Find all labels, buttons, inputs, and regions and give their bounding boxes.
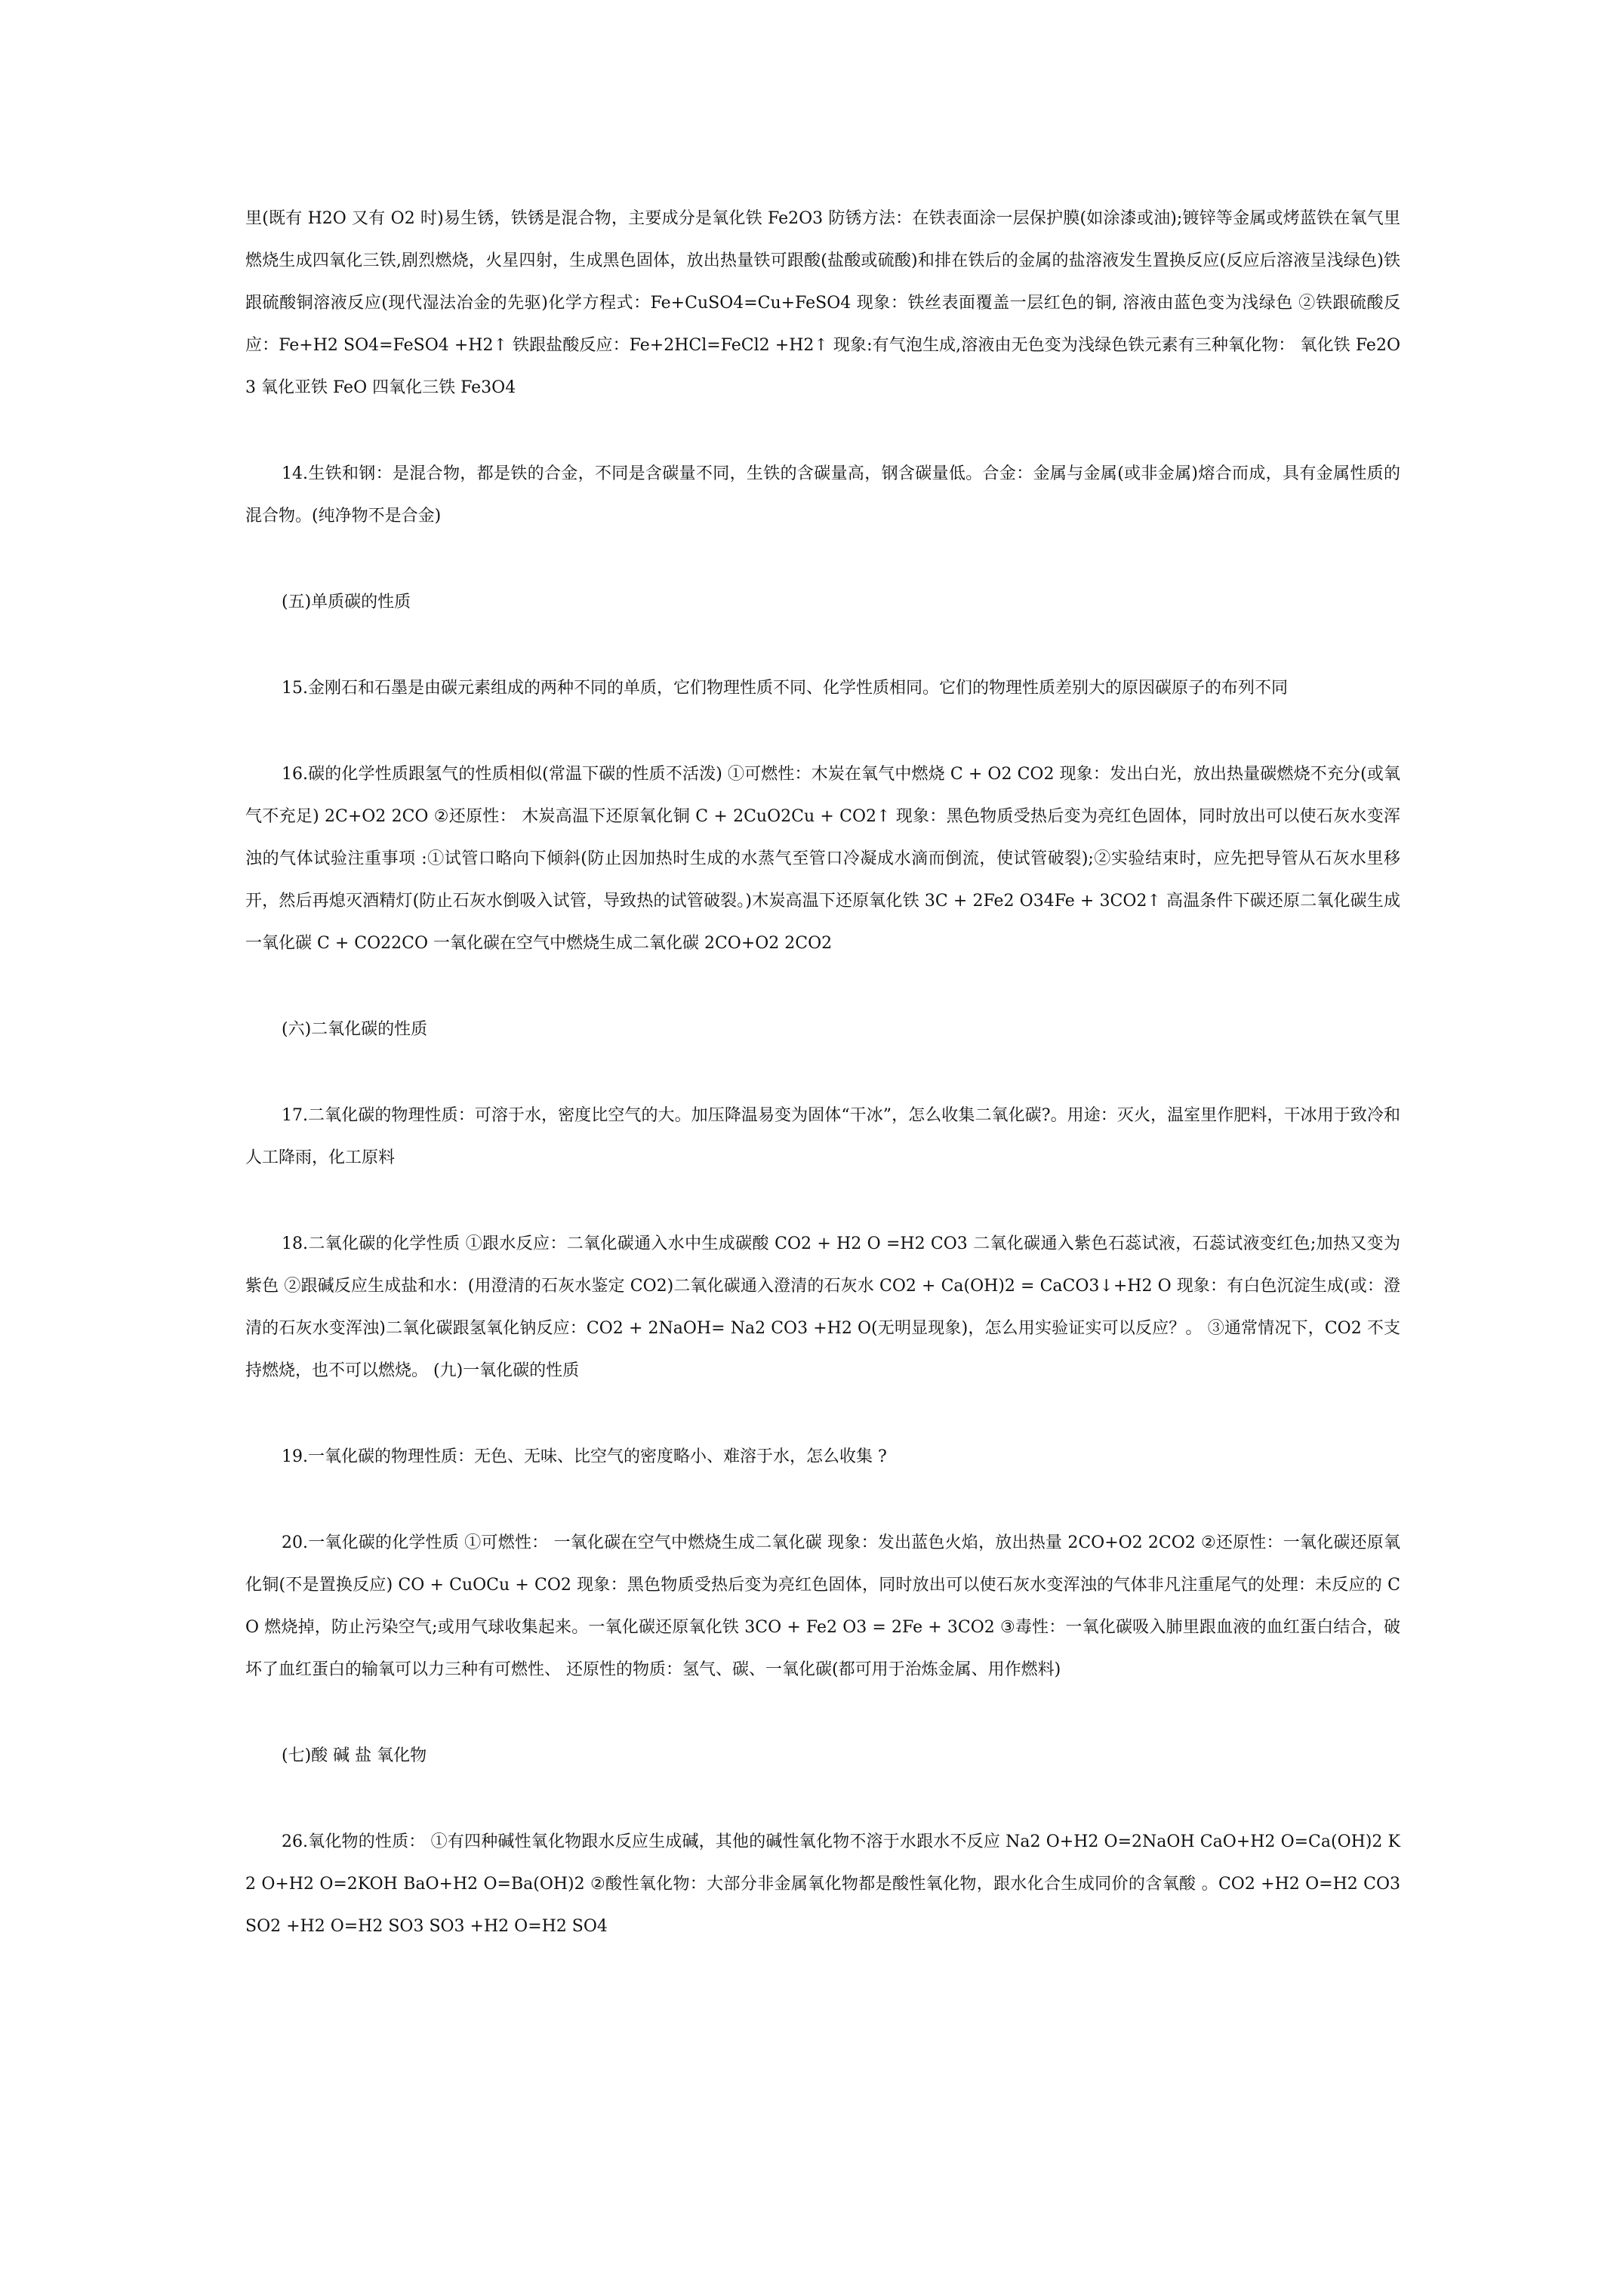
paragraph-17-co2-physical: 17.二氧化碳的物理性质：可溶于水，密度比空气的大。加压降温易变为固体“干冰”，怎么收集二氧化碳?。用途：灭火，温室里作肥料，干冰用于致冷和人工降雨，化工原料 <box>245 1106 1400 1167</box>
paragraph-spacer <box>245 965 1400 1009</box>
paragraph-18-co2-chemical: 18.二氧化碳的化学性质 ①跟水反应：二氧化碳通入水中生成碳酸 CO2 + H2 O =H2 CO3 二氧化碳通入紫色石蕊试液，石蕊试液变红色;加热又变为紫色 ②跟碱反应生成盐和水：(用澄清的石灰水鉴定 CO2)二氧化碳通入澄清的石灰水 CO2 + Ca(OH)2 = CaCO3↓+H2 O 现象：有白色沉淀生成(或：澄清的石灰水变浑浊)二氧化碳跟氢氧化钠反应：CO2 + 2NaOH= Na2 CO3 +H2 O(无明显现象)，怎么用实验证实可以反应？。 ③通常情况下，CO2 不支持燃烧，也不可以燃烧。 (九)一氧化碳的性质 <box>245 1234 1400 1380</box>
paragraph-19-co-physical: 19.一氧化碳的物理性质：无色、无味、比空气的密度略小、难溶于水，怎么收集 ? <box>282 1447 887 1466</box>
section-heading-7: (七)酸 碱 盐 氧化物 <box>282 1746 427 1765</box>
section-heading-6: (六)二氧化碳的性质 <box>282 1020 428 1039</box>
paragraph-26-oxides: 26.氧化物的性质： ①有四种碱性氧化物跟水反应生成碱，其他的碱性氧化物不溶于水跟水不反应 Na2 O+H2 O=2NaOH CaO+H2 O=Ca(OH)2 K2 O+H2 O=2KOH BaO+H2 O=Ba(OH)2 ②酸性氧化物：大部分非金属氧化物都是酸性氧化物，跟水化合生成同价的含氧酸 。CO2 +H2 O=H2 CO3 SO2 +H2 O=H2 SO3 SO3 +H2 O=H2 SO4 <box>245 1832 1400 1936</box>
paragraph-iron-rust: 里(既有 H2O 又有 O2 时)易生锈，铁锈是混合物，主要成分是氧化铁 Fe2O3 防锈方法：在铁表面涂一层保护膜(如涂漆或油);镀锌等金属或烤蓝铁在氧气里燃烧生成四氧化三铁,剧烈燃烧，火星四射，生成黑色固体，放出热量铁可跟酸(盐酸或硫酸)和排在铁后的金属的盐溶液发生置换反应(反应后溶液呈浅绿色)铁跟硫酸铜溶液反应(现代湿法冶金的先驱)化学方程式：Fe+CuSO4=Cu+FeSO4 现象：铁丝表面覆盖一层红色的铜, 溶液由蓝色变为浅绿色 ②铁跟硫酸反应：Fe+H2 SO4=FeSO4 +H2↑ 铁跟盐酸反应：Fe+2HCl=FeCl2 +H2↑ 现象:有气泡生成,溶液由无色变为浅绿色铁元素有三种氧化物： 氧化铁 Fe2O3 氧化亚铁 FeO 四氧化三铁 Fe3O4 <box>245 209 1400 397</box>
paragraph-spacer <box>245 1691 1400 1735</box>
paragraph-spacer <box>245 409 1400 453</box>
paragraph-14-pig-iron-steel: 14.生铁和钢：是混合物，都是铁的合金，不同是含碳量不同，生铁的含碳量高，钢含碳量低。合金：金属与金属(或非金属)熔合而成，具有金属性质的混合物。(纯净物不是合金) <box>245 464 1400 525</box>
paragraph-16-carbon-chemistry: 16.碳的化学性质跟氢气的性质相似(常温下碳的性质不活泼) ①可燃性：木炭在氧气中燃烧 C + O2 CO2 现象：发出白光，放出热量碳燃烧不充分(或氧气不充足) 2C+O2 2CO ②还原性： 木炭高温下还原氧化铜 C + 2CuO2Cu + CO2↑ 现象：黑色物质受热后变为亮红色固体，同时放出可以使石灰水变浑浊的气体试验注重事项 :①试管口略向下倾斜(防止因加热时生成的水蒸气至管口冷凝成水滴而倒流，使试管破裂);②实验结束时，应先把导管从石灰水里移开，然后再熄灭酒精灯(防止石灰水倒吸入试管，导致热的试管破裂。)木炭高温下还原氧化铁 3C + 2Fe2 O34Fe + 3CO2↑ 高温条件下碳还原二氧化碳生成一氧化碳 C + CO22CO 一氧化碳在空气中燃烧生成二氧化碳 2CO+O2 2CO2 <box>245 765 1400 953</box>
paragraph-spacer <box>245 1478 1400 1522</box>
paragraph-spacer <box>245 710 1400 754</box>
paragraph-spacer <box>245 1179 1400 1223</box>
paragraph-spacer <box>245 538 1400 581</box>
paragraph-20-co-chemical: 20.一氧化碳的化学性质 ①可燃性： 一氧化碳在空气中燃烧生成二氧化碳 现象：发出蓝色火焰，放出热量 2CO+O2 2CO2 ②还原性：一氧化碳还原氧化铜(不是置换反应) CO + CuOCu + CO2 现象：黑色物质受热后变为亮红色固体，同时放出可以使石灰水变浑浊的气体非凡注重尾气的处理：未反应的 CO 燃烧掉，防止污染空气;或用气球收集起来。一氧化碳还原氧化铁 3CO + Fe2 O3 = 2Fe + 3CO2 ③毒性：一氧化碳吸入肺里跟血液的血红蛋白结合，破坏了血红蛋白的输氧可以力三种有可燃性、 还原性的物质：氢气、碳、一氧化碳(都可用于治炼金属、用作燃料) <box>245 1533 1400 1679</box>
paragraph-15-diamond-graphite: 15.金刚石和石墨是由碳元素组成的两种不同的单质，它们物理性质不同、化学性质相同。它们的物理性质差别大的原因碳原子的布列不同 <box>282 679 1288 698</box>
paragraph-spacer <box>245 1777 1400 1821</box>
paragraph-spacer <box>245 1392 1400 1436</box>
paragraph-spacer <box>245 1051 1400 1095</box>
paragraph-spacer <box>245 624 1400 667</box>
section-heading-5: (五)单质碳的性质 <box>282 593 411 612</box>
document-page <box>245 198 1400 1948</box>
